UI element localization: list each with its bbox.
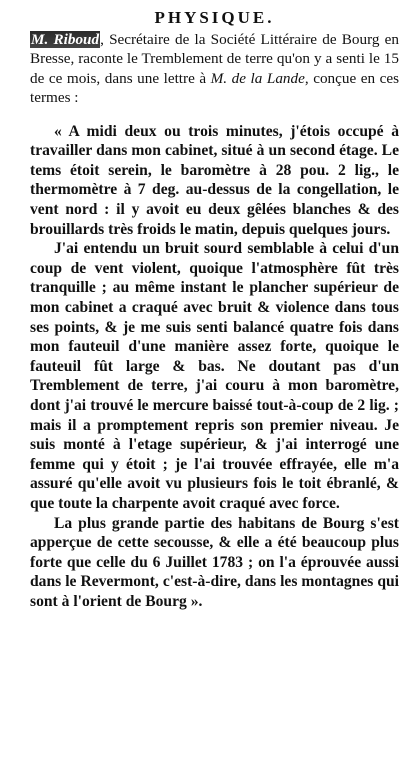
intro-text-2: , conçue en ces termes : (30, 69, 400, 107)
intro-recipient-name: M. de la Lande (210, 69, 305, 87)
letter-quote (30, 122, 399, 612)
quote-paragraph-1: « A midi deux ou trois minutes, j'étois occupé à travailler dans mon cabinet, situé à un second étage. Le tems étoit serein, le baromètre à 28 pou. 2 lig., le thermomètre à 7 deg. au-dessus de la congellation, le vent nord : il y avoit eu deux gêlées blanches & des brouillards très froids le matin, depuis quelques jours. (30, 122, 399, 238)
quote-paragraph-3: La plus grande partie des habitans de Bourg s'est apperçue de cette secousse, & elle a été beaucoup plus forte que celle du 6 Juillet 1783 ; on l'a éprouvée aussi dans le Revermont, c'est-à-dire, dans les montagnes qui sont à l'orient de Bourg ». (30, 514, 399, 610)
running-head: PHYSIQUE. (154, 8, 275, 27)
quote-paragraph-2: J'ai entendu un bruit sourd semblable à celui d'un coup de vent violent, quoique l'atmosphère fût très tranquille ; au même instant le plancher supérieur de mon cabinet a craqué avec bruit & violence dans tous ses points, & je me suis senti balancé quatre fois dans mon fauteuil d'une manière assez forte, quoique le fauteuil fût large & bas. Ne doutant pas d'un Tremblement de terre, j'ai couru à mon baromètre, dont j'ai trouvé le mercure baissé tout-à-coup de 2 lig. ; mais il a promptement repris son premier niveau. Je suis monté à l'etage supérieur, & j'ai interrogé une femme qui y étoit ; je l'ai trouvée effrayée, elle m'a assuré qu'elle avoit vu plusieurs fois le toit ébranlé, & que toute la charpente avoit craqué avec force. (30, 240, 399, 512)
intro-paragraph (30, 30, 399, 108)
intro-smudged-name: M. Riboud (31, 31, 100, 48)
intro-text-1: , Secrétaire de la Société Littéraire de Bourg en Bresse, raconte le Tremblement de terre qu'on y a senti le 15 de ce mois, dans une lettre à (30, 31, 399, 87)
